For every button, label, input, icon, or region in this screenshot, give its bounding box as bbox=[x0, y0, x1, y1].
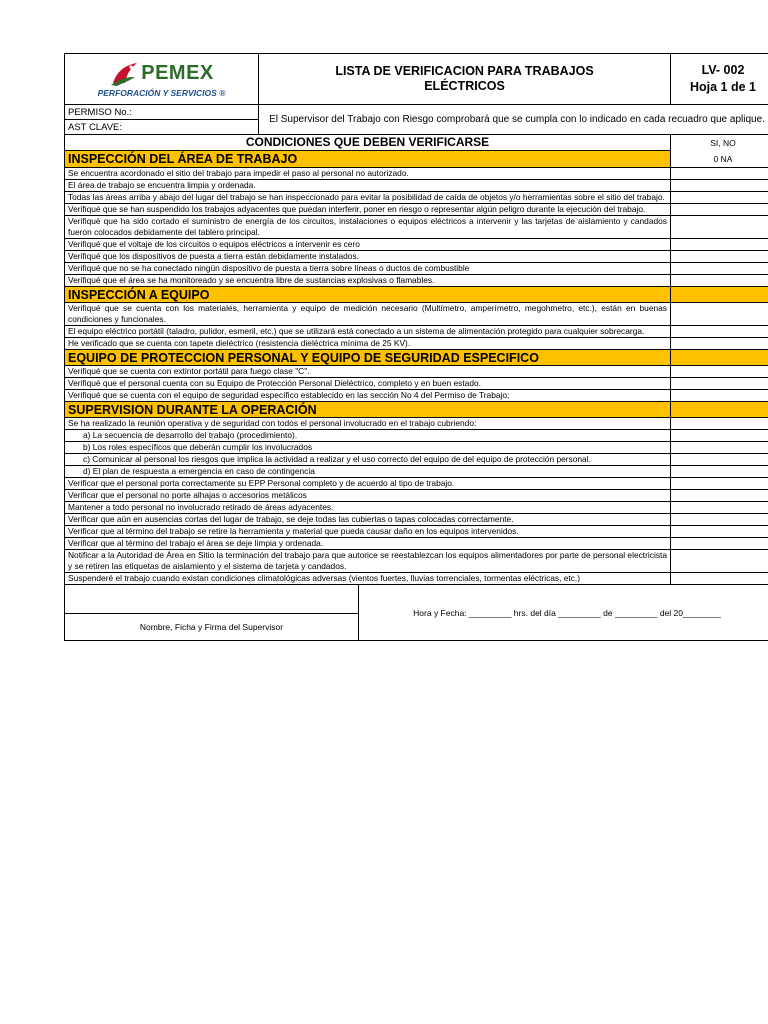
answer-box[interactable] bbox=[671, 192, 768, 204]
document-code: LV- 002 bbox=[701, 63, 745, 77]
section-epp-answer-header bbox=[671, 350, 768, 366]
checklist-item: Verifiqué que se cuenta con el equipo de seguridad específico establecido en las sección No 4 del Permiso de Trabajo; bbox=[65, 390, 671, 402]
checklist-item: Verifiqué que ha sido cortado el suministro de energía de los circuitos, instalaciones o equipos eléctricos a intervenir y las tarjetas de aislamiento y candados fueron colocados debidamente del tablero principal. bbox=[65, 216, 671, 239]
checklist-item: Verificar que aún en ausencias cortas del lugar de trabajo, se deje todas las cubiertas o tapas colocadas correctamente. bbox=[65, 514, 671, 526]
answer-box[interactable] bbox=[671, 514, 768, 526]
answer-box[interactable] bbox=[671, 326, 768, 338]
checklist-item: Verifiqué que los dispositivos de puesta a tierra están debidamente instalados. bbox=[65, 251, 671, 263]
checklist-item: Verificar que el personal no porte alhajas o accesorios metálicos bbox=[65, 490, 671, 502]
title-line-2: ELÉCTRICOS bbox=[424, 79, 505, 93]
answer-box[interactable] bbox=[671, 239, 768, 251]
answer-box[interactable] bbox=[671, 538, 768, 550]
answer-box[interactable] bbox=[671, 216, 768, 239]
checklist-item: Verifiqué que no se ha conectado ningún dispositivo de puesta a tierra sobre líneas o ductos de combustible bbox=[65, 263, 671, 275]
conditions-title: CONDICIONES QUE DEBEN VERIFICARSE bbox=[65, 135, 671, 151]
answer-box[interactable] bbox=[671, 418, 768, 430]
answer-box[interactable] bbox=[671, 378, 768, 390]
logo-cell bbox=[65, 54, 259, 105]
answer-box[interactable] bbox=[671, 442, 768, 454]
section-equipo-title: INSPECCIÓN A EQUIPO bbox=[65, 287, 671, 303]
answer-box[interactable] bbox=[671, 263, 768, 275]
checklist-table bbox=[64, 53, 768, 585]
document-code-cell bbox=[671, 54, 768, 105]
answer-box[interactable] bbox=[671, 180, 768, 192]
section-area-title: INSPECCIÓN DEL ÁREA DE TRABAJO bbox=[65, 150, 671, 167]
checklist-item: Verifiqué que el personal cuenta con su Equipo de Protección Personal Dieléctrico, completo y en buen estado. bbox=[65, 378, 671, 390]
answer-box[interactable] bbox=[671, 390, 768, 402]
checklist-item: Se encuentra acordonado el sitio del trabajo para impedir el paso al personal no autorizado. bbox=[65, 168, 671, 180]
checklist-item: Verificar que al término del trabajo el área se deje limpia y ordenada. bbox=[65, 538, 671, 550]
checklist-item: Se ha realizado la reunión operativa y de seguridad con todos el personal involucrado en el trabajo cubriendo: bbox=[65, 418, 671, 430]
answer-box[interactable] bbox=[671, 454, 768, 466]
checklist-sub-item: d) El plan de respuesta a emergencia en caso de contingencia bbox=[65, 466, 671, 478]
answer-box[interactable] bbox=[671, 478, 768, 490]
checklist-item: Verifiqué que se cuenta con los materiales, herramienta y equipo de medición necesario (Multímetro, amperímetro, megohmetro, etc.), están en buenas condiciones y funcionales. bbox=[65, 303, 671, 326]
title-line-1: LISTA DE VERIFICACION PARA TRABAJOS bbox=[335, 64, 594, 78]
answer-box[interactable] bbox=[671, 490, 768, 502]
answer-box[interactable] bbox=[671, 303, 768, 326]
answer-box[interactable] bbox=[671, 573, 768, 585]
document-title bbox=[259, 54, 671, 105]
logo-subtitle: PERFORACIÓN Y SERVICIOS ® bbox=[97, 87, 226, 98]
answer-box[interactable] bbox=[671, 466, 768, 478]
logo-wordmark: PEMEX bbox=[141, 62, 214, 84]
pemex-eagle-logo-icon bbox=[109, 61, 139, 87]
permiso-field[interactable] bbox=[65, 105, 259, 120]
date-time-field[interactable]: Hora y Fecha: _________ hrs. del día _________ de _________ del 20________ bbox=[359, 585, 768, 641]
answer-box[interactable] bbox=[671, 430, 768, 442]
answer-box[interactable] bbox=[671, 275, 768, 287]
answer-box[interactable] bbox=[671, 338, 768, 350]
supervisor-note: El Supervisor del Trabajo con Riesgo comprobará que se cumpla con lo indicado en cada recuadro que aplique. bbox=[259, 105, 768, 135]
answer-box[interactable] bbox=[671, 168, 768, 180]
answer-box[interactable] bbox=[671, 550, 768, 573]
answer-box[interactable] bbox=[671, 251, 768, 263]
checklist-item: Verifiqué que se han suspendido los trabajos adyacentes que puedan interferir, poner en riesgo o representar algún peligro durante la ejecución del trabajo. bbox=[65, 204, 671, 216]
answer-box[interactable] bbox=[671, 502, 768, 514]
si-no-label: SI, NO bbox=[710, 138, 736, 148]
ast-field[interactable] bbox=[65, 120, 259, 135]
checklist-item: Mantener a todo personal no involucrado retirado de áreas adyacentes. bbox=[65, 502, 671, 514]
verification-sheet bbox=[64, 53, 768, 641]
ast-label: AST CLAVE: bbox=[68, 121, 123, 133]
checklist-item: Verifiqué que el área se ha monitoreado y se encuentra libre de sustancias explosivas o flamables. bbox=[65, 275, 671, 287]
checklist-sub-item: a) La secuencia de desarrollo del trabajo (procedimiento). bbox=[65, 430, 671, 442]
section-equipo-answer-header bbox=[671, 287, 768, 303]
checklist-item: Verifiqué que se cuenta con extintor portátil para fuego clase "C". bbox=[65, 366, 671, 378]
permiso-label: PERMISO No.: bbox=[68, 106, 132, 118]
checklist-item: Suspenderé el trabajo cuando existan condiciones climatológicas adversas (vientos fuertes, lluvias torrenciales, tormentas eléctricas, etc.) bbox=[65, 573, 671, 585]
checklist-item: El área de trabajo se encuentra limpia y ordenada. bbox=[65, 180, 671, 192]
answer-box[interactable] bbox=[671, 366, 768, 378]
checklist-item: Notificar a la Autoridad de Área en Sitio la terminación del trabajo para que autorice se reestablezcan los equipos alimentadores por parte de personal electricista y se retiren las etiquetas de aislamiento y el sistema de tarjeta y candados. bbox=[65, 550, 671, 573]
checklist-item: El equipo eléctrico portátil (taladro, pulidor, esmeril, etc.) que se utilizará está conectado a un sistema de alimentación protegido para cualquier sobrecarga. bbox=[65, 326, 671, 338]
checklist-item: Verificar que al término del trabajo se retire la herramienta y material que pueda causar daño en los equipos intervenidos. bbox=[65, 526, 671, 538]
checklist-item: Verificar que el personal porta correctamente su EPP Personal completo y de acuerdo al tipo de trabajo. bbox=[65, 478, 671, 490]
section-epp-title: EQUIPO DE PROTECCION PERSONAL Y EQUIPO DE SEGURIDAD ESPECIFICO bbox=[65, 350, 671, 366]
checklist-item: Verifiqué que el voltaje de los circuitos o equipos eléctricos a intervenir es cero bbox=[65, 239, 671, 251]
answer-box[interactable] bbox=[671, 526, 768, 538]
checklist-sub-item: b) Los roles específicos que deberán cumplir los involucrados bbox=[65, 442, 671, 454]
signature-field[interactable] bbox=[65, 585, 359, 614]
checklist-item: He verificado que se cuenta con tapete dieléctrico (resistencia dieléctrica mínima de 25 KV). bbox=[65, 338, 671, 350]
sheet-number: Hoja 1 de 1 bbox=[690, 80, 756, 94]
checklist-sub-item: c) Comunicar al personal los riesgos que implica la actividad a realizar y el uso correcto del equipo de del equipo de protección personal. bbox=[65, 454, 671, 466]
section-supervision-title: SUPERVISION DURANTE LA OPERACIÓN bbox=[65, 402, 671, 418]
signature-label: Nombre, Ficha y Firma del Supervisor bbox=[65, 614, 359, 641]
na-label: 0 NA bbox=[713, 154, 733, 164]
checklist-item: Todas las áreas arriba y abajo del lugar del trabajo se han inspeccionado para evitar la posibilidad de caída de objetos y/o herramientas sobre el sitio del trabajo. bbox=[65, 192, 671, 204]
signature-table bbox=[64, 584, 768, 641]
si-no-na-header bbox=[671, 135, 768, 168]
answer-box[interactable] bbox=[671, 204, 768, 216]
section-supervision-answer-header bbox=[671, 402, 768, 418]
